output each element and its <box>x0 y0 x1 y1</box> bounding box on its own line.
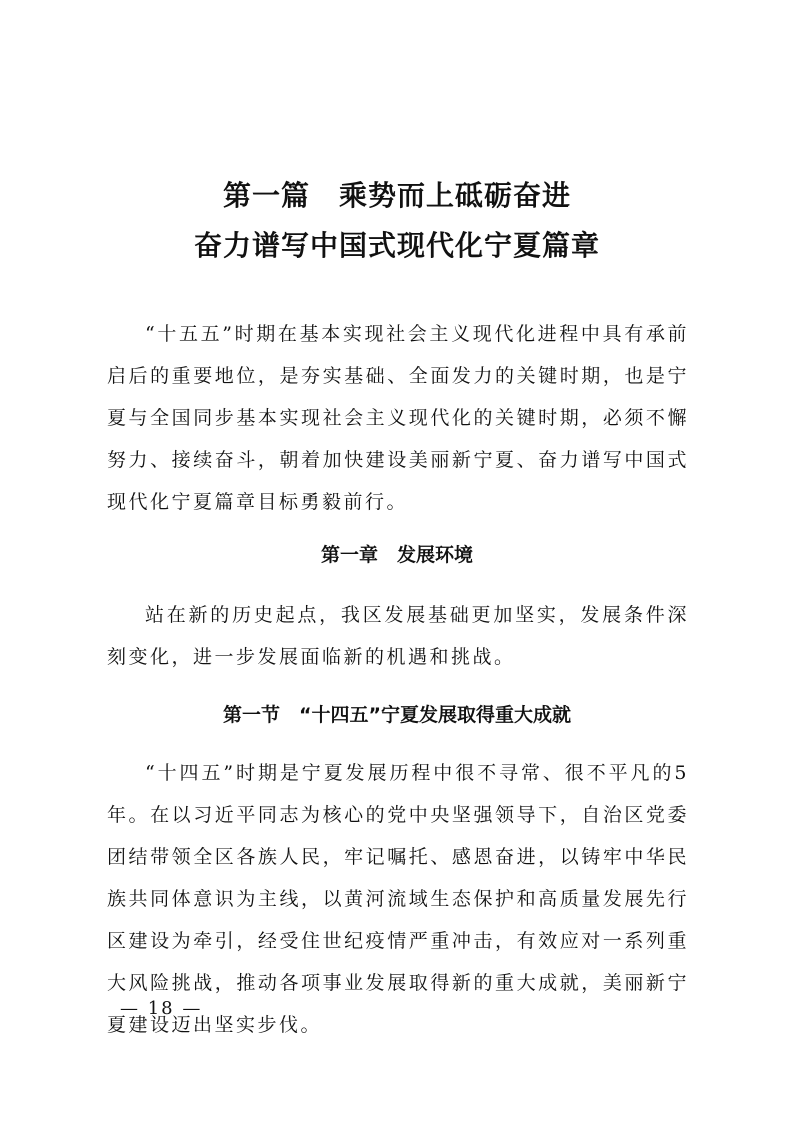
part-title-line-2: 奋力谱写中国式现代化宁夏篇章 <box>193 229 600 262</box>
chapter-heading: 第一章 发展环境 <box>320 544 473 566</box>
part-title-line-1: 第一篇 乘势而上砥砺奋进 <box>222 179 571 212</box>
section-heading: 第一节 “十四五”宁夏发展取得重大成就 <box>223 704 571 726</box>
page-number: — 18 — <box>120 998 203 1019</box>
section-paragraph: “十四五”时期是宁夏发展历程中很不寻常、很不平凡的5年。在以习近平同志为核心的党中央坚强领导下，自治区党委团结带领全区各族人民，牢记嘱托、感恩奋进，以铸牢中华民族共同体意识为主线，以黄河流域生态保护和高质量发展先行区建设为牵引，经受住世纪疫情严重冲击，有效应对一系列重大风险挑战，推动各项事业发展取得新的重大成就，美丽新宁夏建设迈出坚实步伐。 <box>107 762 689 1036</box>
chapter-paragraph: 站在新的历史起点，我区发展基础更加坚实，发展条件深刻变化，进一步发展面临新的机遇和挑战。 <box>107 604 689 668</box>
intro-paragraph: “十五五”时期在基本实现社会主义现代化进程中具有承前启后的重要地位，是夯实基础、全面发力的关键时期，也是宁夏与全国同步基本实现社会主义现代化的关键时期，必须不懈努力、接续奋斗，朝着加快建设美丽新宁夏、奋力谱写中国式现代化宁夏篇章目标勇毅前行。 <box>107 323 689 513</box>
